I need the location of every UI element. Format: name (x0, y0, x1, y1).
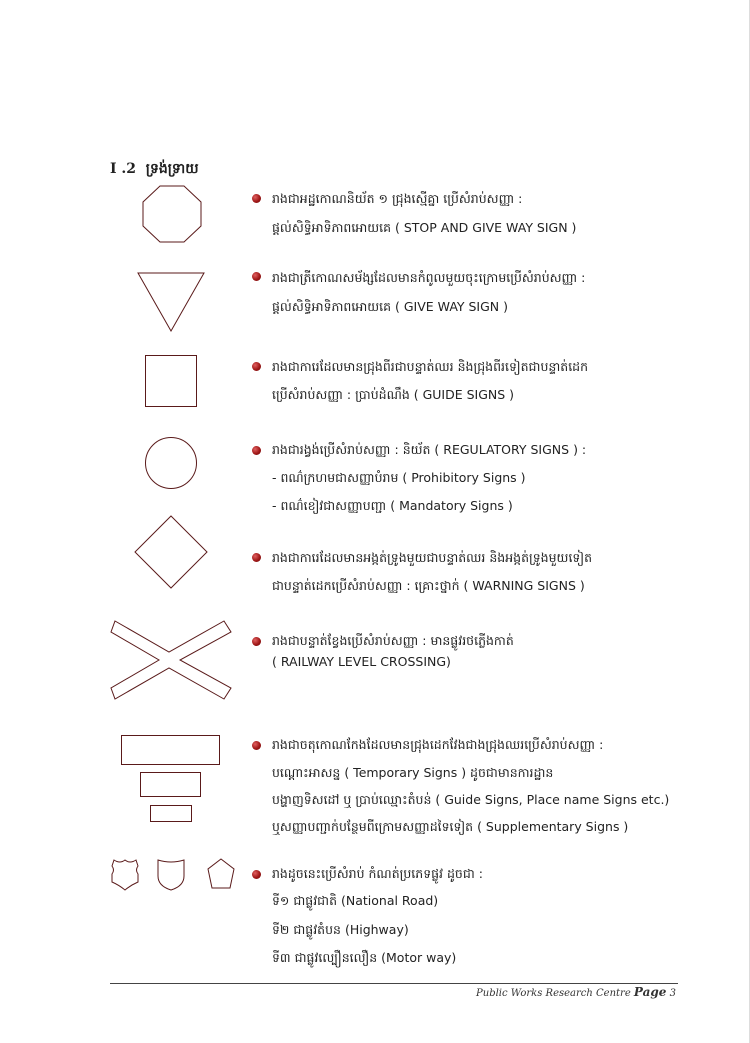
item-line: រាងជាអដ្ឋកោណនិយ័ត ១ ជ្រុងស្មើគ្នា ប្រើសំរាប់សញ្ញា : (272, 191, 523, 206)
footer-rule (110, 983, 678, 984)
diamond-shape-icon (134, 515, 208, 589)
circle-shape-icon (145, 437, 197, 489)
bullet-icon (252, 446, 261, 455)
item-line: ទី៣ ជាផ្លូវល្បឿនលឿន (Motor way) (272, 950, 457, 965)
section-number: I .2 (110, 161, 137, 177)
inverted-triangle-shape-icon (137, 272, 205, 332)
item-line: បង្ហាញទិសដៅ ឬ ប្រាប់ឈ្មោះតំបន់ ( Guide Signs, Place name Signs etc.) (272, 792, 670, 807)
national-road-shield-icon (108, 858, 142, 892)
item-line: ផ្តល់សិទ្ធិអាទិភាពអោយគេ ( STOP AND GIVE WAY SIGN ) (272, 220, 577, 235)
footer-page-label: Page (633, 985, 667, 999)
bullet-icon (252, 553, 261, 562)
highway-shield-icon (155, 858, 187, 892)
item-line: ផ្តល់សិទ្ធិអាទិភាពអោយគេ ( GIVE WAY SIGN ) (272, 299, 509, 314)
railway-crossing-cross-icon (111, 621, 231, 699)
item-line: - ពណ៌ក្រហមជាសញ្ញាបំរាម ( Prohibitory Signs ) (272, 470, 526, 485)
rectangle-shapes-icon (121, 735, 221, 823)
octagon-shape-icon (142, 185, 202, 243)
item-line: រាងជាចតុកោណកែងដែលមានជ្រុងដេកវែងជាងជ្រុងឈរប្រើសំរាប់សញ្ញា : (272, 737, 604, 752)
item-line: ទី១ ជាផ្លូវជាតិ (National Road) (272, 893, 439, 908)
footer-page-number: 3 (669, 988, 676, 999)
square-shape-icon (145, 355, 197, 407)
item-line: ប្រើសំរាប់សញ្ញា : ប្រាប់ដំណឹង ( GUIDE SIGNS ) (272, 387, 515, 402)
item-line: បណ្តោះអាសន្ន ( Temporary Signs ) ដូចជាមានការដ្ឋាន (272, 765, 554, 780)
item-line: រាងជាបន្ទាត់ខ្វែងប្រើសំរាប់សញ្ញា : មានផ្លូវរថភ្លើងកាត់ (272, 633, 514, 648)
item-line: ជាបន្ទាត់ដេកប្រើសំរាប់សញ្ញា : គ្រោះថ្នាក់ ( WARNING SIGNS ) (272, 578, 585, 593)
item-line: ឬសញ្ញាបញ្ជាក់បន្ថែមពីក្រោមសញ្ញាដទៃទៀត ( Supplementary Signs ) (272, 819, 629, 834)
bullet-icon (252, 870, 261, 879)
item-line: រាងជាការេដែលមានអង្កត់ទ្រូងមួយជាបន្ទាត់ឈរ និងអង្កត់ទ្រូងមួយទៀត (272, 550, 593, 565)
bullet-icon (252, 194, 261, 203)
item-line: រាងជាការេដែលមានជ្រុងពីរជាបន្ទាត់ឈរ និងជ្រុងពីរទៀតជាបន្ទាត់ដេក (272, 359, 589, 374)
bullet-icon (252, 741, 261, 750)
item-line: រាងដូចនេះប្រើសំរាប់ កំណត់ប្រភេទផ្លូវ ដូចជា : (272, 866, 483, 881)
item-line: រាងជារង្វង់ប្រើសំរាប់សញ្ញា : និយ័ត ( REGULATORY SIGNS ) : (272, 442, 587, 457)
section-title-text: ទ្រង់ទ្រាយ (145, 161, 199, 177)
item-line: ទី២ ជាផ្លូវតំបន (Highway) (272, 922, 409, 937)
motorway-pentagon-icon (206, 858, 236, 890)
item-line: ( RAILWAY LEVEL CROSSING) (272, 654, 451, 669)
item-line: - ពណ៌ខៀវជាសញ្ញាបញ្ជា ( Mandatory Signs ) (272, 498, 513, 513)
bullet-icon (252, 272, 261, 281)
section-title (110, 159, 199, 180)
page-footer (476, 985, 676, 999)
bullet-icon (252, 362, 261, 371)
bullet-icon (252, 637, 261, 646)
footer-organization: Public Works Research Centre (476, 988, 631, 999)
item-line: រាងជាត្រីកោណសម័ង្សដែលមានកំពូលមួយចុះក្រោមប្រើសំរាប់សញ្ញា : (272, 270, 586, 285)
